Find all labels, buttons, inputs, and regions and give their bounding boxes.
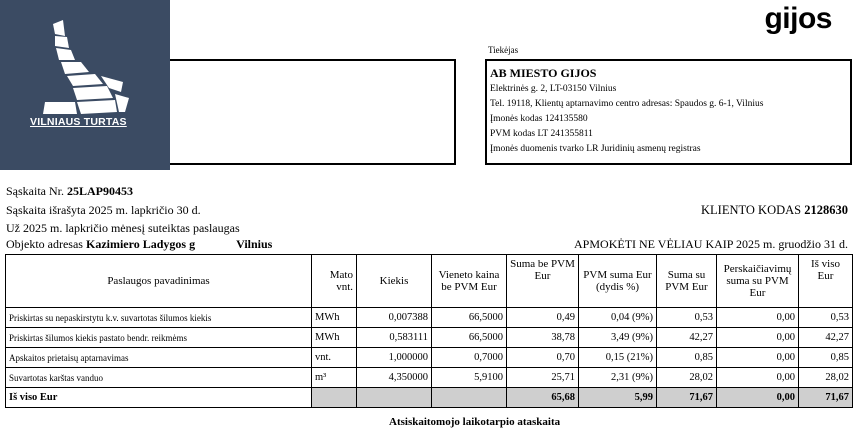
sum-with-vat: 28,02 xyxy=(657,368,717,388)
unit-price: 66,5000 xyxy=(432,328,507,348)
wolf-logo-icon xyxy=(25,20,145,115)
unit: MWh xyxy=(312,328,357,348)
invoice-issued: Sąskaita išrašyta 2025 m. lapkričio 30 d. xyxy=(6,203,201,217)
total-vat: 5,99 xyxy=(579,388,657,408)
object-address-street: Kazimiero Ladygos g xyxy=(85,237,196,251)
service-name: Priskirtas šilumos kiekis pastato bendr. reikmėms xyxy=(6,328,312,348)
unit-price: 66,5000 xyxy=(432,308,507,328)
vilniaus-turtas-overlay xyxy=(0,0,170,170)
recalculation: 0,00 xyxy=(717,308,799,328)
vat: 2,31 (9%) xyxy=(579,368,657,388)
table-header-row xyxy=(6,255,853,308)
supplier-line: Įmonės duomenis tvarko LR Juridinių asmenų registras xyxy=(490,144,701,154)
payment-due: APMOKĖTI NE VĖLIAU KAIP 2025 m. gruodžio 31 d. xyxy=(574,237,848,251)
object-address-city: Vilnius xyxy=(236,237,273,251)
total-cell xyxy=(312,388,357,408)
unit: MWh xyxy=(312,308,357,328)
service-name: Apskaitos prietaisų aptarnavimas xyxy=(6,348,312,368)
invoice-number-label: Sąskaita Nr. xyxy=(6,184,64,198)
report-heading: Atsiskaitomojo laikotarpio ataskaita xyxy=(389,416,561,428)
service-name: Priskirtas su nepaskirstytu k.v. suvartotas šilumos kiekis xyxy=(6,308,312,328)
sum-with-vat: 42,27 xyxy=(657,328,717,348)
table-row xyxy=(6,348,853,368)
overlay-caption: VILNIAUS TURTAS xyxy=(30,116,127,128)
unit: vnt. xyxy=(312,348,357,368)
supplier-box xyxy=(485,59,852,165)
object-address-label: Objekto adresas xyxy=(6,237,83,251)
supplier-line: Įmonės kodas 124135580 xyxy=(490,114,588,124)
brand-logo: gijos xyxy=(764,2,832,35)
table-row xyxy=(6,368,853,388)
row-total: 0,53 xyxy=(799,308,853,328)
invoice-number-line xyxy=(6,184,133,199)
recalculation: 0,00 xyxy=(717,348,799,368)
supplier-name: AB MIESTO GIJOS xyxy=(490,66,597,80)
vat: 3,49 (9%) xyxy=(579,328,657,348)
services-table xyxy=(5,254,853,408)
total-cell xyxy=(432,388,507,408)
sum-with-vat: 0,53 xyxy=(657,308,717,328)
quantity: 1,000000 xyxy=(357,348,432,368)
recalculation: 0,00 xyxy=(717,328,799,348)
unit-price: 5,9100 xyxy=(432,368,507,388)
col-header: PVM suma Eur (dydis %) xyxy=(579,255,657,308)
table-total-row xyxy=(6,388,853,408)
sum-with-vat: 0,85 xyxy=(657,348,717,368)
total-recalculation: 0,00 xyxy=(717,388,799,408)
invoice-number: 25LAP90453 xyxy=(67,184,133,198)
table-row xyxy=(6,328,853,348)
client-code-line xyxy=(701,203,848,218)
row-total: 42,27 xyxy=(799,328,853,348)
supplier-line: PVM kodas LT 241355811 xyxy=(490,129,593,139)
object-address-line xyxy=(6,237,272,252)
total-sum-with-vat: 71,67 xyxy=(657,388,717,408)
col-header: Kiekis xyxy=(357,255,432,308)
sum-no-vat: 25,71 xyxy=(507,368,579,388)
row-total: 28,02 xyxy=(799,368,853,388)
unit-price: 0,7000 xyxy=(432,348,507,368)
sum-no-vat: 38,78 xyxy=(507,328,579,348)
total-sum-no-vat: 65,68 xyxy=(507,388,579,408)
total-cell xyxy=(357,388,432,408)
sum-no-vat: 0,70 xyxy=(507,348,579,368)
quantity: 0,007388 xyxy=(357,308,432,328)
supplier-label: Tiekėjas xyxy=(488,45,519,55)
table-row xyxy=(6,308,853,328)
col-header: Vieneto kaina be PVM Eur xyxy=(432,255,507,308)
recalculation: 0,00 xyxy=(717,368,799,388)
col-header: Suma be PVM Eur xyxy=(507,255,579,308)
grand-total: 71,67 xyxy=(799,388,853,408)
vat: 0,15 (21%) xyxy=(579,348,657,368)
quantity: 4,350000 xyxy=(357,368,432,388)
col-header: Suma su PVM Eur xyxy=(657,255,717,308)
supplier-line: Elektrinės g. 2, LT-03150 Vilnius xyxy=(490,84,617,94)
vat: 0,04 (9%) xyxy=(579,308,657,328)
service-name: Suvartotas karštas vanduo xyxy=(6,368,312,388)
client-code-label: KLIENTO KODAS xyxy=(701,203,802,217)
col-header: Perskaičiavimų suma su PVM Eur xyxy=(717,255,799,308)
supplier-line: Tel. 19118, Klientų aptarnavimo centro adresas: Spaudos g. 6-1, Vilnius xyxy=(490,99,764,109)
col-header: Paslaugos pavadinimas xyxy=(6,255,312,308)
col-header: Iš viso Eur xyxy=(799,255,853,308)
unit: m³ xyxy=(312,368,357,388)
sum-no-vat: 0,49 xyxy=(507,308,579,328)
total-label: Iš viso Eur xyxy=(6,388,312,408)
invoice-period: Už 2025 m. lapkričio mėnesį suteiktas paslaugas xyxy=(6,221,240,235)
col-header: Mato vnt. xyxy=(312,255,357,308)
row-total: 0,85 xyxy=(799,348,853,368)
client-code: 2128630 xyxy=(804,203,848,217)
quantity: 0,583111 xyxy=(357,328,432,348)
